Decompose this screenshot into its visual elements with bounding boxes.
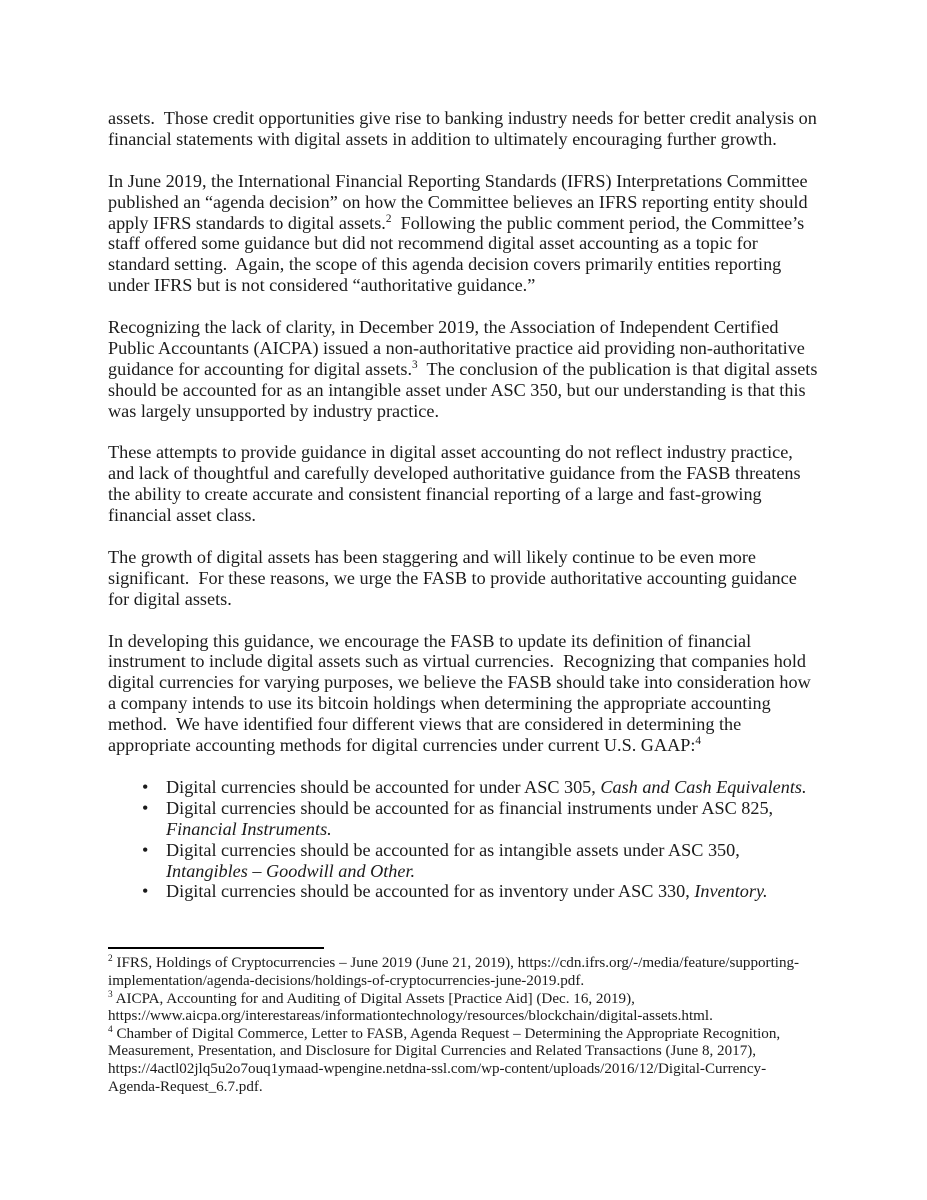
- list-item: [166, 881, 818, 902]
- footnote-text: AICPA, Accounting for and Auditing of Digital Assets [Practice Aid] (Dec. 16, 2019), https://www.aicpa.org/interestareas/informationtechnology/resources/blockchain/digital-assets.html.: [108, 990, 713, 1025]
- footnote-text: IFRS, Holdings of Cryptocurrencies – June 2019 (June 21, 2019), https://cdn.ifrs.org/-/media/feature/supporting-implementation/agenda-decisions/holdings-of-cryptocurrencies-june-2019.pdf.: [108, 955, 800, 989]
- text-segment: In developing this guidance, we encourage the FASB to update its definition of financial instrument to include digital assets such as virtual currencies. Recognizing that companies hold digital currencies for varying purposes, we believe the FASB should take into consideration how a company intends to use its bitcoin holdings when determining the appropriate accounting method. We have identified four different views that are considered in determining the appropriate accounting methods for digital currencies under current U.S. GAAP:: [108, 630, 816, 756]
- text-segment: In June 2019, the International Financial Reporting Standards (IFRS) Interpretations Committee published an “agenda decision” on how the Committee believes an IFRS reporting entity should apply IFRS standards to digital assets.: [108, 170, 813, 233]
- footnote-reference: 4: [695, 735, 702, 748]
- footnote-marker: 4: [108, 1024, 113, 1035]
- list-item: [166, 840, 818, 882]
- footnote: [108, 991, 818, 1026]
- footnote: [108, 955, 818, 990]
- paragraph: [108, 547, 818, 610]
- text-segment: The conclusion of the publication is that digital assets should be accounted for as an intangible asset under ASC 350, but our understanding is that this was largely unsupported by industry practice.: [108, 358, 822, 421]
- text-segment: Digital currencies should be accounted for under ASC 305,: [166, 776, 601, 797]
- text-segment: Following the public comment period, the Committee’s staff offered some guidance but did not recommend digital asset accounting as a topic for standard setting. Again, the scope of this agenda decision covers primarily entities reporting under IFRS but is not considered “authoritative guidance.”: [108, 212, 809, 296]
- footnote-marker: 3: [108, 989, 113, 1000]
- footnote-marker: 2: [108, 954, 113, 965]
- text-segment: Digital currencies should be accounted for as financial instruments under ASC 825,: [166, 797, 778, 818]
- text-segment: assets. Those credit opportunities give rise to banking industry needs for better credit analysis on financial statements with digital assets in addition to ultimately encouraging further growth.: [108, 108, 822, 149]
- list-item: [166, 777, 818, 798]
- footnote-reference: 2: [385, 212, 392, 225]
- text-segment: These attempts to provide guidance in digital asset accounting do not reflect industry practice, and lack of thoughtful and carefully developed authoritative guidance from the FASB threatens the ability to create accurate and consistent financial reporting of a large and fast-growing financial asset class.: [108, 442, 806, 526]
- italic-text-segment: Financial Instruments.: [166, 818, 332, 839]
- text-segment: The growth of digital assets has been staggering and will likely continue to be even more significant. For these reasons, we urge the FASB to provide authoritative accounting guidance for digital assets.: [108, 546, 802, 609]
- text-segment: Digital currencies should be accounted for as intangible assets under ASC 350,: [166, 839, 745, 860]
- footnote-reference: 3: [412, 358, 418, 371]
- paragraph: [108, 442, 818, 526]
- list-item: [166, 798, 818, 840]
- footnote-text: Chamber of Digital Commerce, Letter to FASB, Agenda Request – Determining the Appropriate Recognition, Measurement, Presentation, and Disclosure for Digital Currencies and Related Transactions (June 8, 2017), https://4actl02jlq5u2o7ouq1ymaad-wpengine.netdna-ssl.com/wp-content/uploads/2016/12/Digital-Currency-Agenda-Request_6.7.pdf.: [108, 1025, 784, 1095]
- italic-text-segment: Intangibles – Goodwill and Other.: [166, 860, 416, 881]
- footnote: [108, 1026, 818, 1096]
- italic-text-segment: Cash and Cash Equivalents.: [600, 776, 807, 797]
- paragraph: [108, 108, 822, 150]
- text-segment: Recognizing the lack of clarity, in December 2019, the Association of Independent Certified Public Accountants (AICPA) issued a non-authoritative practice aid providing non-authoritative guidance for accounting for digital assets.: [108, 317, 810, 379]
- footnote-separator: [108, 947, 324, 949]
- italic-text-segment: Inventory.: [694, 881, 768, 902]
- footnotes: [108, 955, 818, 1096]
- bullet-list: [108, 777, 818, 902]
- body-paragraphs: [108, 108, 822, 756]
- paragraph: [108, 631, 818, 756]
- paragraph: [108, 171, 818, 296]
- text-segment: Digital currencies should be accounted for as inventory under ASC 330,: [166, 881, 695, 902]
- paragraph: [108, 317, 822, 422]
- page-content: [108, 108, 822, 1096]
